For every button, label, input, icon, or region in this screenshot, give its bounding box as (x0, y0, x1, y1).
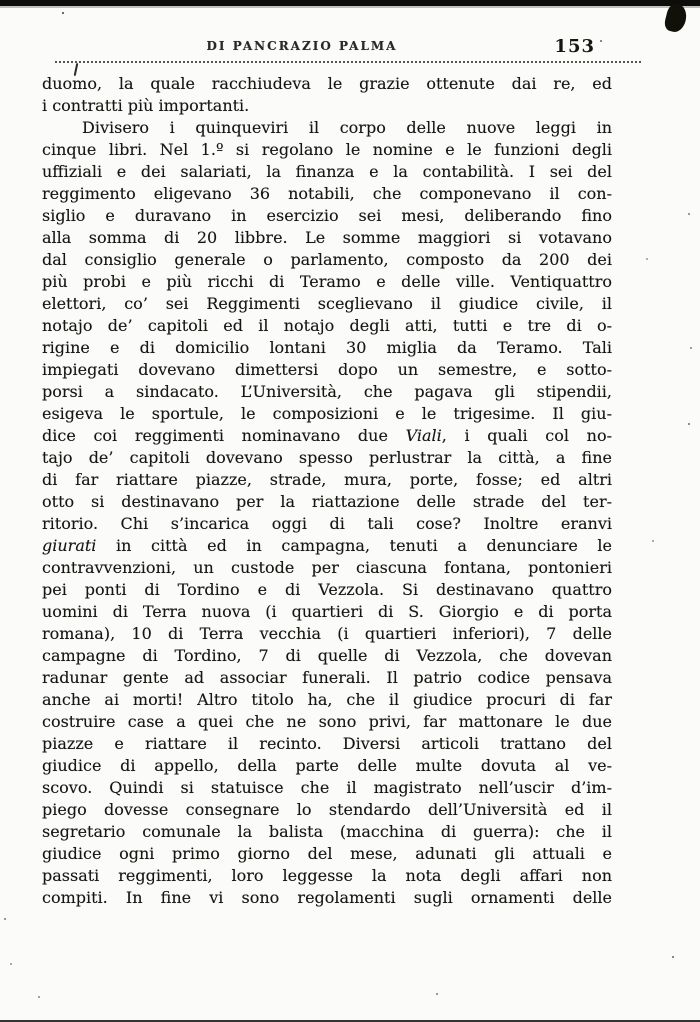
text-line (42, 425, 612, 447)
text-line (42, 777, 612, 799)
text-segment: alla somma di 20 libbre. Le somme maggiori si votavano (42, 228, 612, 247)
page-text (42, 73, 612, 909)
text-line (42, 95, 612, 117)
text-segment: i contratti più importanti. (42, 96, 250, 115)
text-line (42, 733, 612, 755)
text-line (42, 403, 612, 425)
text-line (42, 821, 612, 843)
running-title: DI PANCRAZIO PALMA (206, 39, 398, 53)
text-segment: pei ponti di Tordino e di Vezzola. Si destinavano quattro (42, 580, 612, 599)
text-segment: segretario comunale la balista (macchina di guerra): che il (42, 822, 612, 841)
text-segment: Divisero i quinqueviri il corpo delle nuove leggi in (82, 118, 612, 137)
text-segment: reggimento eligevano 36 notabili, che componevano il con- (42, 184, 612, 203)
text-segment: contravvenzioni, un custode per ciascuna fontana, pontonieri (42, 558, 612, 577)
text-line (42, 887, 612, 909)
text-segment: uffiziali e dei salariati, la finanza e la contabilità. I sei del (42, 162, 612, 181)
text-line (42, 711, 612, 733)
text-line (42, 689, 612, 711)
text-line (42, 579, 612, 601)
scan-top-edge-artifact (0, 0, 700, 6)
text-segment: otto si destinavano per la riattazione delle strade del ter- (42, 492, 612, 511)
text-segment: passati reggimenti, loro leggesse la nota degli affari non (42, 866, 612, 885)
text-line (42, 667, 612, 689)
text-segment: notajo de’ capitoli ed il notajo degli atti, tutti e tre di o- (42, 316, 612, 335)
text-segment: piazze e riattare il recinto. Diversi articoli trattano del (42, 734, 612, 753)
text-segment: giudice ogni primo giorno del mese, adunati gli attuali e (42, 844, 612, 863)
text-segment: in città ed in campagna, tenuti a denunciare le (96, 536, 612, 555)
text-segment: porsi a sindacato. L’Università, che pagava gli stipendii, (42, 382, 612, 401)
text-line (42, 755, 612, 777)
text-line (42, 865, 612, 887)
text-segment: romana), 10 di Terra vecchia (i quartieri inferiori), 7 delle (42, 624, 612, 643)
text-segment: ritorio. Chi s’incarica oggi di tali cose? Inoltre eranvi (42, 514, 612, 533)
header-dotted-rule (55, 58, 641, 63)
text-segment: radunar gente ad associar funerali. Il patrio codice pensava (42, 668, 612, 687)
text-line (42, 557, 612, 579)
text-segment: uomini di Terra nuova (i quartieri di S. Giorgio e di porta (42, 602, 612, 621)
text-segment: più probi e più ricchi di Teramo e delle ville. Ventiquattro (42, 272, 612, 291)
text-line (42, 293, 612, 315)
text-segment: anche ai morti! Altro titolo ha, che il giudice procuri di far (42, 690, 612, 709)
text-line (42, 623, 612, 645)
text-line (42, 271, 612, 293)
text-line (42, 161, 612, 183)
text-segment: giudice di appello, della parte delle multe dovuta al ve- (42, 756, 612, 775)
text-line (42, 117, 612, 139)
text-segment: Viali (405, 426, 442, 445)
text-segment: giurati (42, 536, 97, 555)
text-segment: , i quali col no- (441, 426, 612, 445)
text-line (42, 205, 612, 227)
text-segment: costruire case a quei che ne sono privi, far mattonare le due (42, 712, 612, 731)
text-segment: campagne di Tordino, 7 di quelle di Vezzola, che dovevan (42, 646, 612, 665)
text-line (42, 535, 612, 557)
text-segment: piego dovesse consegnare lo stendardo dell’Università ed il (42, 800, 612, 819)
text-line (42, 513, 612, 535)
text-segment: tajo de’ capitoli dovevano spesso perlustrar la città, a fine (42, 448, 612, 467)
text-line (42, 139, 612, 161)
text-segment: compiti. In fine vi sono regolamenti sugli ornamenti delle (42, 888, 612, 907)
text-segment: dice coi reggimenti nominavano due (42, 426, 406, 445)
text-line (42, 601, 612, 623)
text-line (42, 73, 612, 95)
text-line (42, 315, 612, 337)
text-line (42, 491, 612, 513)
text-segment: cinque libri. Nel 1.º si regolano le nomine e le funzioni degli (42, 140, 612, 159)
text-segment: esigeva le sportule, le composizioni e le trigesime. Il giu- (42, 404, 612, 423)
text-segment: dal consiglio generale o parlamento, composto da 200 dei (42, 250, 612, 269)
text-segment: elettori, co’ sei Reggimenti sceglievano il giudice civile, il (42, 294, 612, 313)
text-line (42, 359, 612, 381)
text-segment: rigine e di domicilio lontani 30 miglia da Teramo. Tali (42, 338, 612, 357)
text-line (42, 183, 612, 205)
text-line (42, 843, 612, 865)
text-segment: impiegati dovevano dimettersi dopo un semestre, e sotto- (42, 360, 612, 379)
scan-speckles (0, 0, 2, 2)
text-line (42, 249, 612, 271)
page-number: 153 (554, 36, 595, 57)
text-line (42, 469, 612, 491)
text-line (42, 227, 612, 249)
text-segment: scovo. Quindi si statuisce che il magistrato nell’uscir d’im- (42, 778, 612, 797)
text-segment: siglio e duravano in esercizio sei mesi, deliberando fino (42, 206, 612, 225)
text-line (42, 447, 612, 469)
text-line (42, 381, 612, 403)
text-line (42, 645, 612, 667)
text-line (42, 799, 612, 821)
text-segment: duomo, la quale racchiudeva le grazie ottenute dai re, ed (42, 74, 612, 93)
text-segment: di far riattare piazze, strade, mura, porte, fosse; ed altri (42, 470, 612, 489)
text-line (42, 337, 612, 359)
